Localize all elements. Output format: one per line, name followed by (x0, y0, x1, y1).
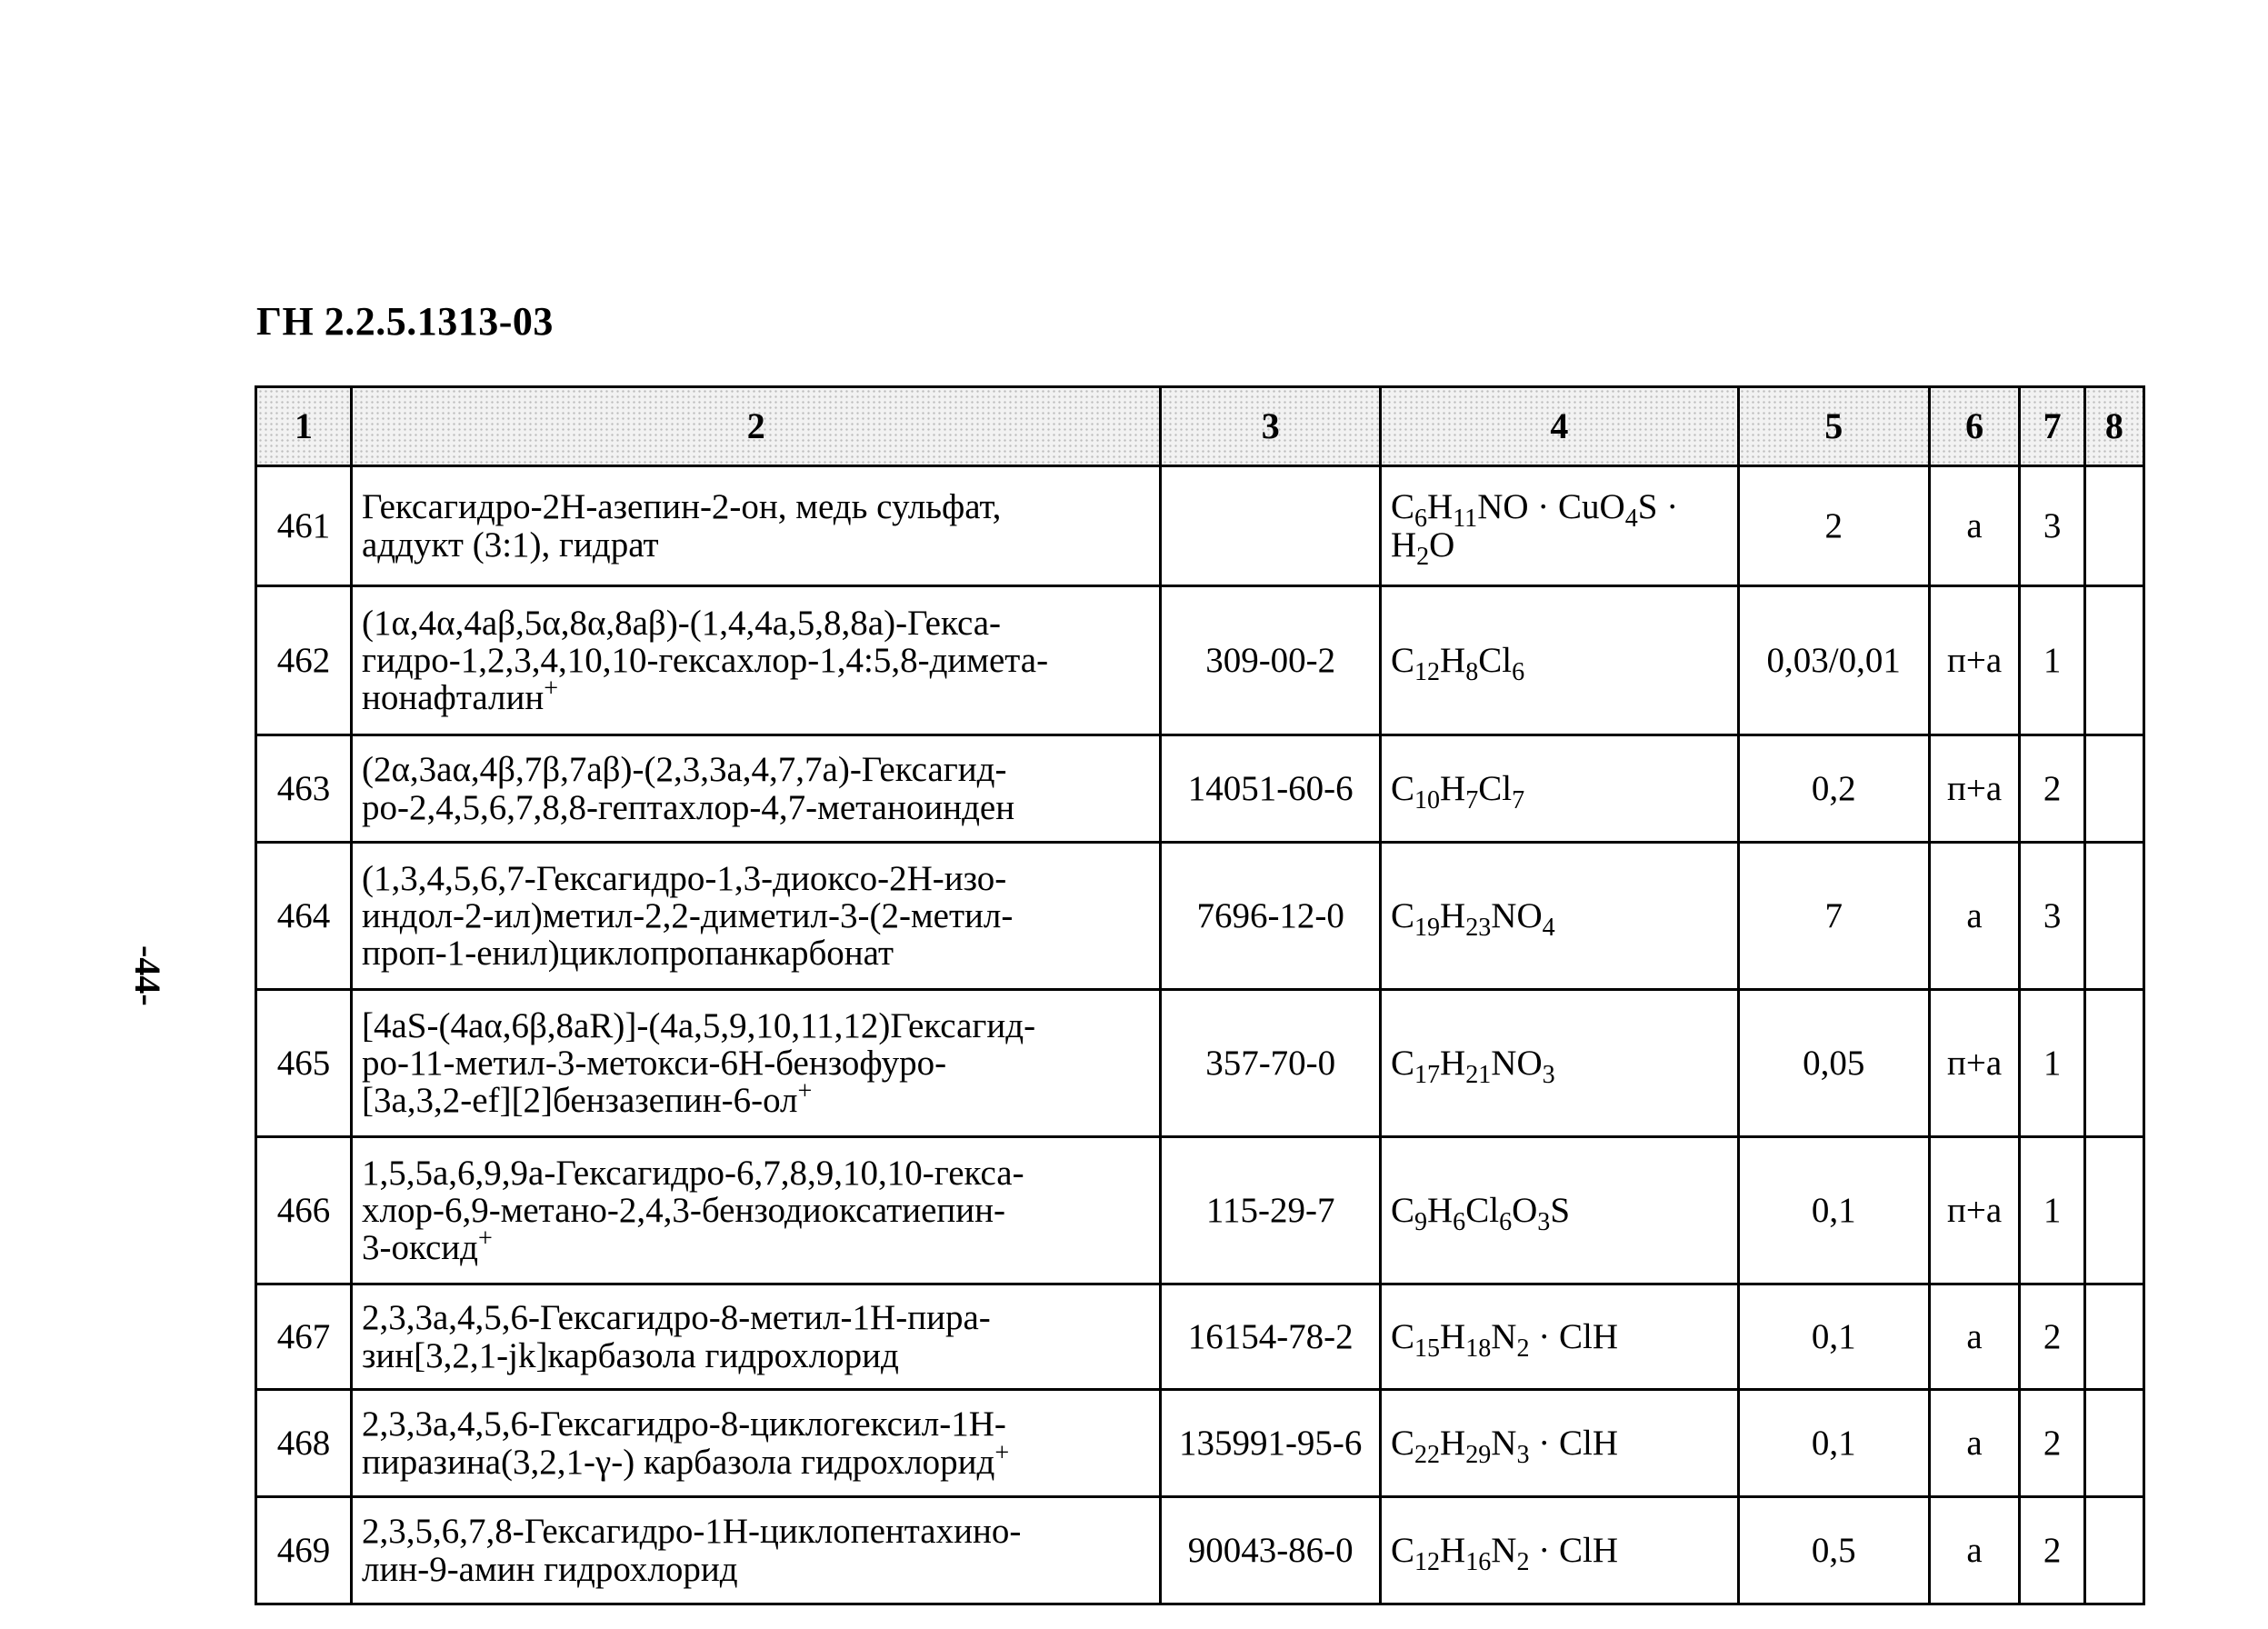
table-row (256, 586, 2144, 735)
formula-subscript: 3 (1537, 1207, 1551, 1236)
column-header-4: 4 (1380, 387, 1738, 466)
formula-subscript: 15 (1414, 1334, 1441, 1363)
substance-name-text: 2,3,3a,4,5,6-Гексагидро-8-метил-1Н-пира- (362, 1298, 991, 1338)
formula-line (1390, 1190, 1730, 1236)
formula-part: H (1390, 525, 1417, 565)
hazard-class: 3 (2043, 895, 2062, 935)
allergen-mark: + (994, 1438, 1010, 1467)
formula-subscript: 6 (1414, 504, 1427, 533)
formula-subscript: 9 (1414, 1207, 1427, 1236)
cas-number: 16154-78-2 (1187, 1316, 1354, 1356)
column-header-2: 2 (352, 387, 1161, 466)
note-cell (2084, 1497, 2143, 1604)
column-header-1: 1 (256, 387, 352, 466)
substance-name-text: нонафталин (362, 678, 545, 718)
formula-subscript: 3 (1516, 1440, 1530, 1469)
formula-part: C (1390, 1043, 1414, 1083)
column-header-5: 5 (1738, 387, 1929, 466)
formula-part: · ClH (1529, 1530, 1618, 1570)
aggregate-state-cell (1929, 1390, 2020, 1497)
substance-name-text: хлор-6,9-метано-2,4,3-бензодиоксатиепин- (362, 1190, 1006, 1230)
aggregate-state: п+а (1946, 640, 2003, 680)
hazard-class-cell (2020, 1137, 2084, 1284)
row-number-cell (256, 1284, 352, 1390)
formula-part: H (1440, 895, 1466, 935)
formula-part: · ClH (1529, 1423, 1618, 1463)
cas-number-cell (1161, 843, 1381, 990)
cas-number-cell (1161, 1137, 1381, 1284)
substance-name-cell (352, 1284, 1161, 1390)
mac-value-cell (1738, 586, 1929, 735)
substance-name-text: 2,3,5,6,7,8-Гексагидро-1Н-циклопентахино- (362, 1512, 1022, 1552)
mac-value: 0,1 (1811, 1190, 1856, 1230)
aggregate-state-cell (1929, 466, 2020, 586)
table-body (256, 466, 2144, 1604)
mac-value-cell (1738, 843, 1929, 990)
row-number: 469 (276, 1530, 331, 1570)
note-cell (2084, 735, 2143, 843)
formula-part: H (1440, 640, 1466, 680)
mac-value-cell (1738, 735, 1929, 843)
formula-subscript: 29 (1465, 1440, 1492, 1469)
formula-subscript: 18 (1465, 1334, 1492, 1363)
substance-name-text: 2,3,3a,4,5,6-Гексагидро-8-циклогексил-1Н- (362, 1404, 1006, 1444)
note-cell (2084, 1390, 2143, 1497)
aggregate-state: a (1966, 895, 1983, 935)
allergen-mark: + (544, 675, 559, 704)
mac-value: 0,1 (1811, 1423, 1856, 1463)
cas-number-cell (1161, 586, 1381, 735)
mac-value-cell (1738, 1497, 1929, 1604)
hazard-class-cell (2020, 1497, 2084, 1604)
mac-value: 0,03/0,01 (1766, 640, 1901, 680)
formula-line (1390, 487, 1730, 533)
row-number: 466 (276, 1190, 331, 1230)
substance-name-text: 1,5,5a,6,9,9a-Гексагидро-6,7,8,9,10,10-гекса- (362, 1153, 1024, 1193)
formula-part: H (1440, 768, 1466, 808)
row-number: 468 (276, 1423, 331, 1463)
hazard-class: 1 (2043, 640, 2062, 680)
substance-name-line (362, 1007, 1152, 1044)
formula-subscript: 2 (1516, 1334, 1530, 1363)
cas-number-cell (1161, 990, 1381, 1137)
formula-subscript: 21 (1465, 1060, 1492, 1089)
hazard-class-cell (2020, 1390, 2084, 1497)
formula-cell (1380, 1497, 1738, 1604)
mac-value-cell (1738, 1390, 1929, 1497)
formula-subscript: 4 (1542, 913, 1555, 942)
substance-name-line (362, 1438, 1152, 1482)
substance-name-text: (1,3,4,5,6,7-Гексагидро-1,3-диоксо-2Н-изо- (362, 858, 1007, 898)
hazard-class-cell (2020, 735, 2084, 843)
row-number-cell (256, 1390, 352, 1497)
substance-name-line (362, 1337, 1152, 1374)
row-number-cell (256, 990, 352, 1137)
substance-name-line (362, 1224, 1152, 1268)
formula-subscript: 2 (1416, 542, 1430, 571)
mac-value-cell (1738, 1284, 1929, 1390)
formula-part: O (1429, 525, 1455, 565)
header-row (256, 387, 2144, 466)
substance-name-cell (352, 990, 1161, 1137)
table-row (256, 735, 2144, 843)
table-row (256, 1497, 2144, 1604)
cas-number: 7696-12-0 (1196, 895, 1344, 935)
aggregate-state-cell (1929, 990, 2020, 1137)
formula-subscript: 11 (1453, 504, 1478, 533)
cas-number: 357-70-0 (1205, 1043, 1336, 1083)
substance-name-cell (352, 466, 1161, 586)
formula-subscript: 22 (1414, 1440, 1441, 1469)
substance-name-text: аддукт (3:1), гидрат (362, 525, 659, 565)
formula-line (1390, 1316, 1730, 1363)
substance-name-line (362, 526, 1152, 564)
substance-name-cell (352, 586, 1161, 735)
mac-value-cell (1738, 466, 1929, 586)
substance-name-text: [3a,3,2-ef][2]бензазепин-6-ол (362, 1081, 798, 1121)
formula-cell (1380, 990, 1738, 1137)
mac-value-cell (1738, 990, 1929, 1137)
formula-subscript: 12 (1414, 1547, 1441, 1576)
table-row (256, 843, 2144, 990)
hazard-class-cell (2020, 990, 2084, 1137)
cas-number-cell (1161, 735, 1381, 843)
substance-name-text: пиразина(3,2,1-γ-) карбазола гидрохлорид (362, 1442, 995, 1482)
cas-number: 14051-60-6 (1187, 768, 1354, 808)
formula-part: C (1390, 1316, 1414, 1356)
substance-name-line (362, 488, 1152, 525)
formula-part: C (1390, 1423, 1414, 1463)
formula-cell (1380, 586, 1738, 735)
formula-subscript: 6 (1512, 657, 1525, 686)
note-cell (2084, 1284, 2143, 1390)
substance-name-line (362, 1192, 1152, 1229)
formula-cell (1380, 1284, 1738, 1390)
substance-name-text: гидро-1,2,3,4,10,10-гексахлор-1,4:5,8-димета- (362, 640, 1049, 680)
formula-part: H (1440, 1423, 1466, 1463)
formula-part: H (1427, 1190, 1454, 1230)
hazard-class: 2 (2043, 1316, 2062, 1356)
formula-line (1390, 895, 1730, 942)
formula-part: H (1440, 1043, 1466, 1083)
substance-name-line (362, 675, 1152, 718)
substance-name-cell (352, 735, 1161, 843)
formula-part: C (1390, 1190, 1414, 1230)
formula-line (1390, 640, 1730, 686)
page-number: -44- (127, 945, 168, 1006)
formula-line (1390, 1423, 1730, 1469)
formula-part: H (1440, 1316, 1466, 1356)
mac-value: 0,2 (1811, 768, 1856, 808)
formula-subscript: 6 (1499, 1207, 1513, 1236)
note-cell (2084, 1137, 2143, 1284)
substance-name-cell (352, 843, 1161, 990)
aggregate-state: a (1966, 1423, 1983, 1463)
substance-name-line (362, 605, 1152, 642)
formula-part: NO (1491, 895, 1543, 935)
formula-line (1390, 1530, 1730, 1576)
cas-number-cell (1161, 1390, 1381, 1497)
row-number: 461 (276, 505, 331, 545)
formula-part: C (1390, 640, 1414, 680)
row-number: 462 (276, 640, 331, 680)
formula-subscript: 6 (1453, 1207, 1466, 1236)
row-number-cell (256, 586, 352, 735)
allergen-mark: + (797, 1077, 813, 1106)
formula-part: C (1390, 768, 1414, 808)
substance-name-cell (352, 1497, 1161, 1604)
formula-part: O (1512, 1190, 1538, 1230)
substance-name-line (362, 789, 1152, 826)
substance-name-cell (352, 1390, 1161, 1497)
row-number: 465 (276, 1043, 331, 1083)
formula-subscript: 16 (1465, 1547, 1492, 1576)
substance-name-text: ро-2,4,5,6,7,8,8-гептахлор-4,7-метаноинден (362, 787, 1015, 827)
hazard-class: 2 (2043, 1530, 2062, 1570)
note-cell (2084, 586, 2143, 735)
formula-part: C (1390, 487, 1414, 527)
substance-name-line (362, 1044, 1152, 1082)
hazard-class: 2 (2043, 1423, 2062, 1463)
cas-number-cell (1161, 1497, 1381, 1604)
formula-part: H (1427, 487, 1454, 527)
formula-part: NO · CuO (1477, 487, 1625, 527)
formula-subscript: 7 (1465, 785, 1479, 814)
hazard-class: 1 (2043, 1043, 2062, 1083)
aggregate-state-cell (1929, 586, 2020, 735)
row-number: 464 (276, 895, 331, 935)
formula-part: Cl (1478, 640, 1513, 680)
aggregate-state: a (1966, 505, 1983, 545)
aggregate-state-cell (1929, 1137, 2020, 1284)
formula-part: C (1390, 1530, 1414, 1570)
cas-number: 115-29-7 (1205, 1190, 1335, 1230)
substance-name-cell (352, 1137, 1161, 1284)
formula-cell (1380, 735, 1738, 843)
formula-subscript: 7 (1512, 785, 1525, 814)
mac-value-cell (1738, 1137, 1929, 1284)
formula-part: H (1440, 1530, 1466, 1570)
formula-part: N (1491, 1530, 1517, 1570)
formula-cell (1380, 1137, 1738, 1284)
row-number: 467 (276, 1316, 331, 1356)
column-header-7: 7 (2020, 387, 2084, 466)
formula-subscript: 23 (1465, 913, 1492, 942)
hazard-class-cell (2020, 843, 2084, 990)
mac-value: 0,05 (1803, 1043, 1865, 1083)
column-header-8: 8 (2084, 387, 2143, 466)
substance-name-text: (2α,3aα,4β,7β,7aβ)-(2,3,3a,4,7,7a)-Гексагид- (362, 750, 1007, 790)
formula-line (1390, 1043, 1730, 1089)
formula-line (1390, 768, 1730, 814)
substance-name-line (362, 1513, 1152, 1550)
hazard-class-cell (2020, 586, 2084, 735)
formula-subscript: 8 (1465, 657, 1479, 686)
aggregate-state: a (1966, 1316, 1983, 1356)
formula-part: Cl (1465, 1190, 1500, 1230)
aggregate-state: a (1966, 1530, 1983, 1570)
substance-name-line (362, 642, 1152, 679)
hazard-class: 1 (2043, 1190, 2062, 1230)
formula-part: S · (1637, 487, 1679, 527)
formula-subscript: 4 (1624, 504, 1638, 533)
formula-part: Cl (1478, 768, 1513, 808)
formula-cell (1380, 843, 1738, 990)
document-title: ГН 2.2.5.1313-03 (256, 299, 554, 344)
mac-value: 2 (1824, 505, 1843, 545)
table-header (256, 387, 2144, 466)
substance-name-text: индол-2-ил)метил-2,2-диметил-3-(2-метил- (362, 895, 1014, 935)
formula-subscript: 10 (1414, 785, 1441, 814)
formula-part: N (1491, 1423, 1517, 1463)
substance-name-line (362, 1551, 1152, 1588)
mac-value: 7 (1824, 895, 1843, 935)
aggregate-state: п+а (1946, 768, 2003, 808)
hazard-class-cell (2020, 1284, 2084, 1390)
substance-name-text: Гексагидро-2Н-азепин-2-он, медь сульфат, (362, 487, 1002, 527)
aggregate-state: п+а (1946, 1043, 2003, 1083)
cas-number-cell (1161, 1284, 1381, 1390)
substance-name-text: [4aS-(4aα,6β,8aR)]-(4a,5,9,10,11,12)Гексагид- (362, 1005, 1036, 1045)
mac-value: 0,5 (1811, 1530, 1856, 1570)
formula-part: NO (1491, 1043, 1543, 1083)
substance-name-text: лин-9-амин гидрохлорид (362, 1549, 738, 1589)
row-number: 463 (276, 768, 331, 808)
substance-name-text: зин[3,2,1-jk]карбазола гидрохлорид (362, 1335, 899, 1375)
substance-name-line (362, 897, 1152, 934)
note-cell (2084, 843, 2143, 990)
substance-name-line (362, 1405, 1152, 1443)
substance-name-text: 3-оксид (362, 1228, 478, 1268)
formula-subscript: 3 (1542, 1060, 1555, 1089)
mac-value: 0,1 (1811, 1316, 1856, 1356)
formula-part: · ClH (1529, 1316, 1618, 1356)
aggregate-state: п+а (1946, 1190, 2003, 1230)
substance-name-text: (1α,4α,4aβ,5α,8α,8aβ)-(1,4,4a,5,8,8a)-Гекса- (362, 603, 1002, 643)
allergen-mark: + (478, 1224, 493, 1254)
formula-part: N (1491, 1316, 1517, 1356)
substance-name-text: проп-1-енил)циклопропанкарбонат (362, 934, 894, 974)
cas-number: 135991-95-6 (1178, 1423, 1363, 1463)
formula-cell (1380, 466, 1738, 586)
formula-cell (1380, 1390, 1738, 1497)
formula-part: C (1390, 895, 1414, 935)
table-row (256, 1284, 2144, 1390)
column-header-6: 6 (1929, 387, 2020, 466)
formula-subscript: 17 (1414, 1060, 1441, 1089)
substances-table (255, 385, 2145, 1605)
cas-number: 90043-86-0 (1187, 1530, 1354, 1570)
table-row (256, 466, 2144, 586)
formula-subscript: 12 (1414, 657, 1441, 686)
row-number-cell (256, 466, 352, 586)
formula-part: S (1550, 1190, 1571, 1230)
formula-subscript: 19 (1414, 913, 1441, 942)
hazard-class: 2 (2043, 768, 2062, 808)
cas-number-cell (1161, 466, 1381, 586)
hazard-class: 3 (2043, 505, 2062, 545)
substance-name-line (362, 1154, 1152, 1192)
column-header-3: 3 (1161, 387, 1381, 466)
note-cell (2084, 466, 2143, 586)
aggregate-state-cell (1929, 735, 2020, 843)
formula-line (1390, 525, 1730, 571)
substance-name-line (362, 1077, 1152, 1121)
note-cell (2084, 990, 2143, 1137)
substance-name-line (362, 751, 1152, 788)
aggregate-state-cell (1929, 843, 2020, 990)
table-row (256, 1137, 2144, 1284)
row-number-cell (256, 1497, 352, 1604)
cas-number: 309-00-2 (1205, 640, 1336, 680)
hazard-class-cell (2020, 466, 2084, 586)
substance-name-line (362, 860, 1152, 897)
table-row (256, 990, 2144, 1137)
aggregate-state-cell (1929, 1497, 2020, 1604)
table-row (256, 1390, 2144, 1497)
substance-name-line (362, 1299, 1152, 1336)
aggregate-state-cell (1929, 1284, 2020, 1390)
row-number-cell (256, 843, 352, 990)
formula-subscript: 2 (1516, 1547, 1530, 1576)
substance-name-text: ро-11-метил-3-метокси-6Н-бензофуро- (362, 1043, 947, 1083)
substance-name-line (362, 934, 1152, 972)
row-number-cell (256, 1137, 352, 1284)
row-number-cell (256, 735, 352, 843)
